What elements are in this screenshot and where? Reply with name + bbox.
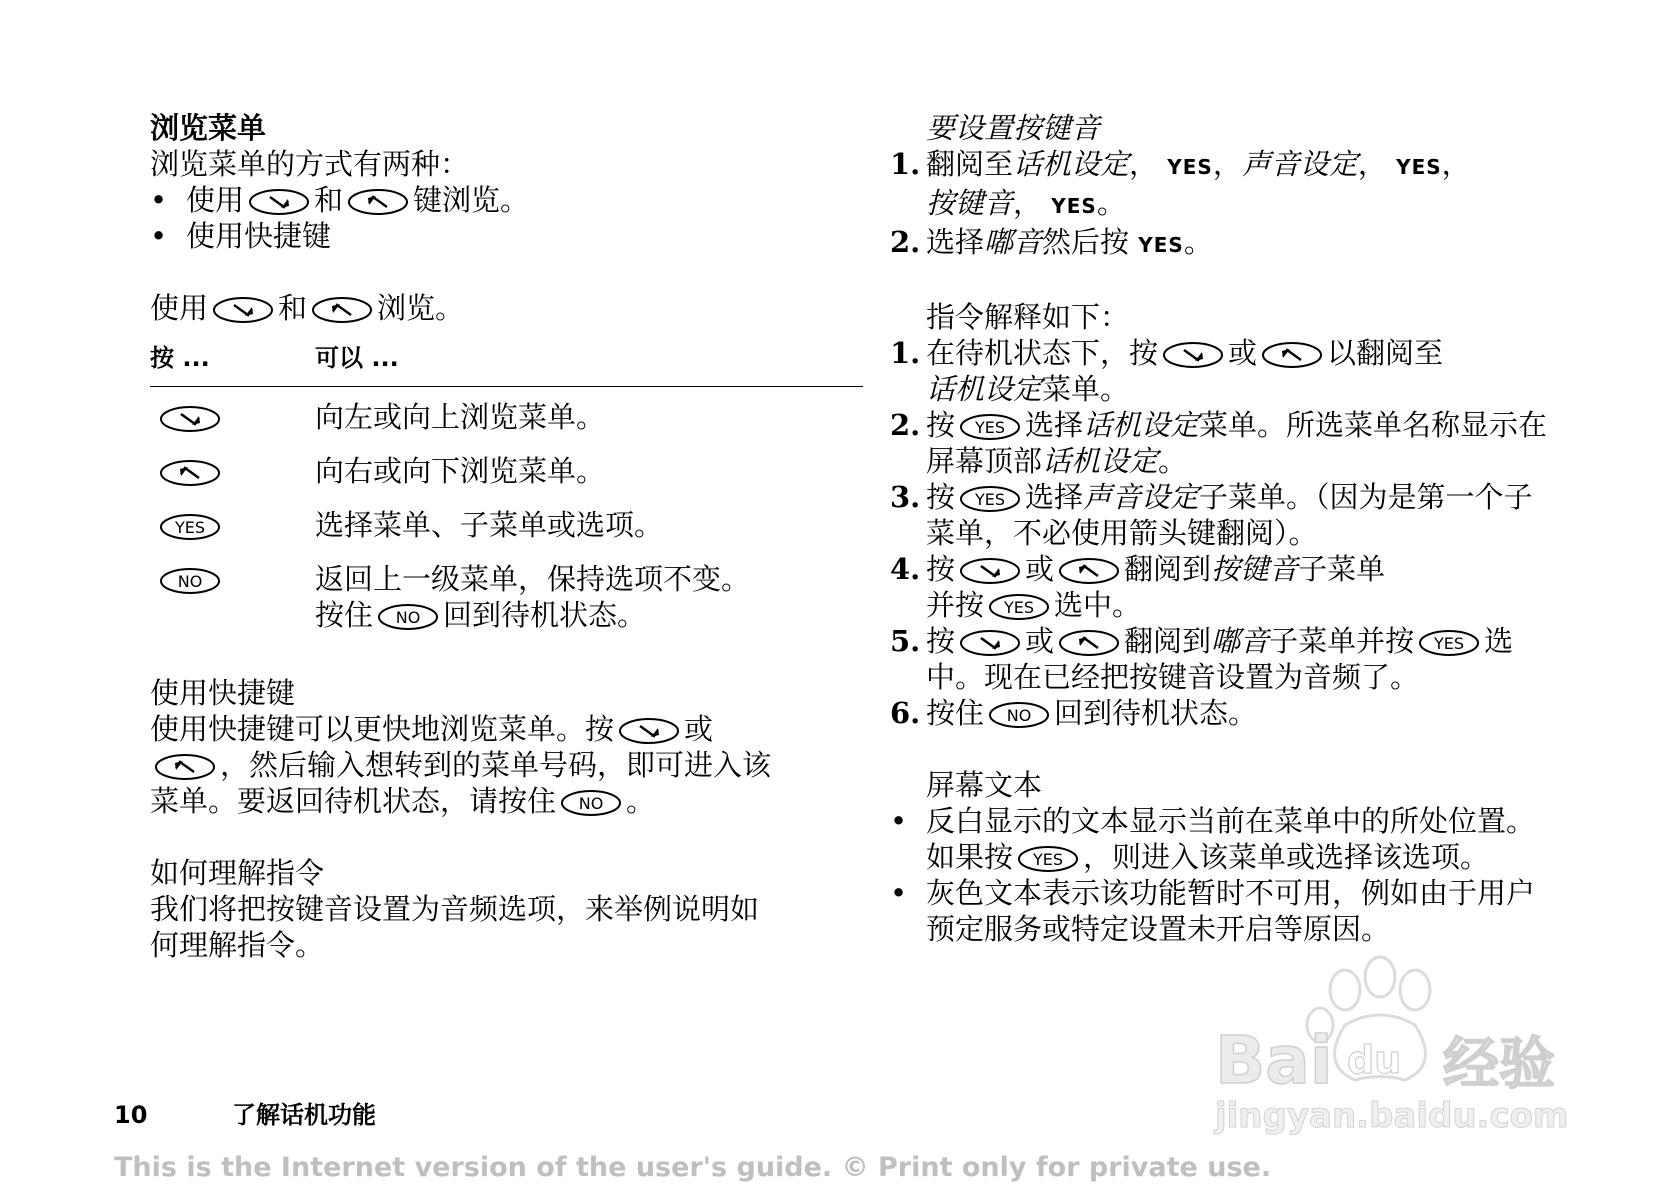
right-column [890, 110, 1650, 947]
text: 或 [1025, 552, 1055, 586]
step-number: 2. [890, 408, 921, 442]
row-desc [315, 549, 863, 639]
text: 选择 [1025, 408, 1084, 442]
text: 子菜单并按 [1269, 624, 1415, 658]
key-function-table [150, 340, 863, 639]
page-footer [114, 1097, 376, 1133]
menu-name: 话机设定 [1013, 147, 1130, 181]
svg-text:NO: NO [578, 794, 604, 813]
yes-key-icon [988, 593, 1050, 621]
text: ， [1013, 186, 1043, 220]
up-arrow-key-icon [1058, 629, 1120, 657]
text: 翻阅到 [1124, 552, 1212, 586]
up-arrow-key-icon [154, 753, 216, 781]
text: 或 [684, 712, 714, 746]
text: ， [1212, 147, 1242, 181]
text: 如果按 [926, 840, 1014, 874]
down-arrow-key-icon [959, 629, 1021, 657]
text: 和 [314, 183, 344, 217]
svg-text:YES: YES [974, 490, 1006, 509]
browse-intro: 浏览菜单的方式有两种： [150, 147, 470, 181]
howto-heading: 如何理解指令 [150, 856, 325, 890]
up-arrow-key-icon [1261, 341, 1323, 369]
screen-bullet-1 [890, 803, 1650, 875]
down-arrow-key-icon [959, 557, 1021, 585]
text: 按 [926, 552, 956, 586]
svg-text:NO: NO [1006, 706, 1032, 725]
down-arrow-key-icon [1162, 341, 1224, 369]
yes-key-icon [159, 513, 221, 541]
svg-text:du: du [1347, 1038, 1402, 1082]
explain-6 [890, 695, 1650, 731]
down-arrow-key-icon [248, 188, 310, 216]
left-column [150, 110, 870, 963]
menu-name: 嘟音 [1211, 624, 1270, 658]
text: 使用 [150, 291, 209, 325]
explain-3 [890, 479, 1650, 551]
yes-label: YES [1396, 155, 1442, 179]
no-key-icon [159, 567, 221, 595]
menu-name: 嘟音 [984, 225, 1043, 259]
yes-key-icon [1418, 629, 1480, 657]
explain-4 [890, 551, 1650, 623]
screen-bullet-2 [890, 875, 1650, 947]
menu-name: 按键音 [926, 186, 1014, 220]
svg-text:Bai: Bai [1215, 1022, 1333, 1099]
page-number: 10 [114, 1101, 148, 1129]
text: 菜单，不必使用箭头键翻阅）。 [926, 516, 1318, 550]
menu-name: 话机设定 [926, 372, 1043, 406]
step-number: 2. [890, 225, 921, 259]
no-key-icon [560, 789, 622, 817]
menu-name: 话机设定 [1042, 444, 1159, 478]
text: 按 [926, 624, 956, 658]
text: 按 [926, 480, 956, 514]
text: 。 [1183, 225, 1213, 259]
text: 按 [926, 408, 956, 442]
text: 。 [1096, 186, 1126, 220]
text: ，则进入该菜单或选择该选项。 [1083, 840, 1490, 874]
no-key-icon [988, 701, 1050, 729]
text: 或 [1228, 336, 1258, 370]
text: 选择 [1025, 480, 1084, 514]
svg-text:NO: NO [395, 608, 421, 627]
up-arrow-key-icon [311, 296, 373, 324]
step-number: 1. [890, 336, 921, 370]
step-number: 5. [890, 624, 921, 658]
svg-text:NO: NO [177, 572, 203, 591]
down-arrow-key-icon [159, 405, 221, 433]
yes-key-icon [959, 485, 1021, 513]
shortcut-heading: 使用快捷键 [150, 676, 296, 710]
menu-name: 声音设定 [1241, 147, 1358, 181]
row-desc: 选择菜单、子菜单或选项。 [315, 508, 664, 542]
step-1 [890, 146, 1650, 224]
down-arrow-key-icon [212, 296, 274, 324]
row-desc: 向左或向上浏览菜单。 [315, 400, 606, 434]
text: ， [1441, 147, 1471, 181]
internet-version-notice: This is the Internet version of the user's guide. © Print only for private use. [114, 1152, 1272, 1183]
svg-text:经验: 经验 [1443, 1032, 1555, 1097]
row-desc: 向右或向下浏览菜单。 [315, 454, 606, 488]
table-row [150, 495, 863, 549]
svg-text:YES: YES [974, 418, 1006, 437]
menu-name: 声音设定 [1083, 480, 1200, 514]
up-arrow-key-icon [1058, 557, 1120, 585]
svg-text:jingyan.baidu.com: jingyan.baidu.com [1215, 1096, 1569, 1135]
text: 并按 [926, 588, 985, 622]
baidu-jingyan-watermark-logo [1195, 955, 1600, 1135]
step-number: 4. [890, 552, 921, 586]
yes-key-icon [959, 413, 1021, 441]
text: 灰色文本表示该功能暂时不可用，例如由于用户 [926, 876, 1536, 910]
step-number: 1. [890, 147, 921, 181]
text: 菜单。要返回待机状态，请按住 [150, 784, 557, 818]
text: ，然后输入想转到的菜单号码，即可进入该 [220, 748, 772, 782]
text: ， [1357, 147, 1387, 181]
text: 按住 [926, 696, 985, 730]
howto-line1: 我们将把按键音设置为音频选项，来举例说明如 [150, 892, 760, 926]
text: 预定服务或特定设置未开启等原因。 [926, 912, 1391, 946]
screen-text-heading: 屏幕文本 [926, 768, 1043, 802]
text: 返回上一级菜单，保持选项不变。 [315, 562, 751, 596]
yes-key-icon [1017, 845, 1079, 873]
shortcut-paragraph [150, 711, 870, 819]
up-arrow-key-icon [347, 188, 409, 216]
text: 翻阅到 [1124, 624, 1212, 658]
bullet-use-shortcuts: • 使用快捷键 [150, 218, 870, 254]
text: 屏幕顶部 [926, 444, 1043, 478]
keysound-heading: 要设置按键音 [926, 111, 1101, 145]
menu-name: 话机设定 [1083, 408, 1200, 442]
browse-menu-heading: 浏览菜单 [150, 111, 267, 145]
text: 菜单。所选菜单名称显示在 [1199, 408, 1548, 442]
table-row [150, 387, 863, 442]
text: 。 [1158, 444, 1188, 478]
explain-heading: 指令解释如下： [926, 300, 1130, 334]
text: 在待机状态下，按 [926, 336, 1159, 370]
howto-line2: 何理解指令。 [150, 928, 325, 962]
text: 键浏览。 [413, 183, 530, 217]
text: 和 [278, 291, 308, 325]
text: 选择 [926, 225, 985, 259]
no-key-icon [377, 603, 439, 631]
svg-text:YES: YES [1032, 850, 1064, 869]
menu-name: 按键音 [1211, 552, 1299, 586]
step-number: 6. [890, 696, 921, 730]
explain-1 [890, 335, 1650, 407]
text: 子菜单 [1298, 552, 1386, 586]
text: 反白显示的文本显示当前在菜单中的所处位置。 [926, 804, 1536, 838]
text: 菜单。 [1042, 372, 1130, 406]
svg-text:YES: YES [174, 518, 206, 537]
text: 选 [1484, 624, 1514, 658]
table-header-row [150, 340, 863, 387]
svg-text:YES: YES [1003, 598, 1035, 617]
text: 选中。 [1054, 588, 1142, 622]
use-arrows-heading [150, 290, 870, 326]
up-arrow-key-icon [159, 459, 221, 487]
text: ， [1129, 147, 1159, 181]
yes-label: YES [1051, 194, 1097, 218]
text: 使用快捷键可以更快地浏览菜单。按 [150, 712, 615, 746]
step-number: 3. [890, 480, 921, 514]
col-press: 按 ... [150, 340, 315, 387]
explain-2 [890, 407, 1650, 479]
text: 中。现在已经把按键音设置为音频了。 [926, 660, 1420, 694]
yes-label: YES [1167, 155, 1213, 179]
text: 。 [626, 784, 656, 818]
bullet-use-arrows [150, 182, 870, 218]
text: 以翻阅至 [1327, 336, 1444, 370]
text: 然后按 [1042, 225, 1130, 259]
text: 使用 [186, 183, 245, 217]
section-title: 了解话机功能 [232, 1101, 376, 1129]
text: 子菜单。（因为是第一个子 [1199, 480, 1533, 514]
down-arrow-key-icon [618, 717, 680, 745]
text: 翻阅至 [926, 147, 1014, 181]
text: 或 [1025, 624, 1055, 658]
table-row [150, 441, 863, 495]
text: 回到待机状态。 [1054, 696, 1258, 730]
yes-label: YES [1138, 233, 1184, 257]
table-row [150, 549, 863, 639]
svg-text:YES: YES [1434, 634, 1465, 653]
text: 浏览。 [377, 291, 465, 325]
step-2 [890, 224, 1650, 263]
col-can: 可以 ... [315, 340, 863, 387]
text: 回到待机状态。 [443, 598, 647, 632]
explain-5 [890, 623, 1650, 695]
text: 按住 [315, 598, 374, 632]
